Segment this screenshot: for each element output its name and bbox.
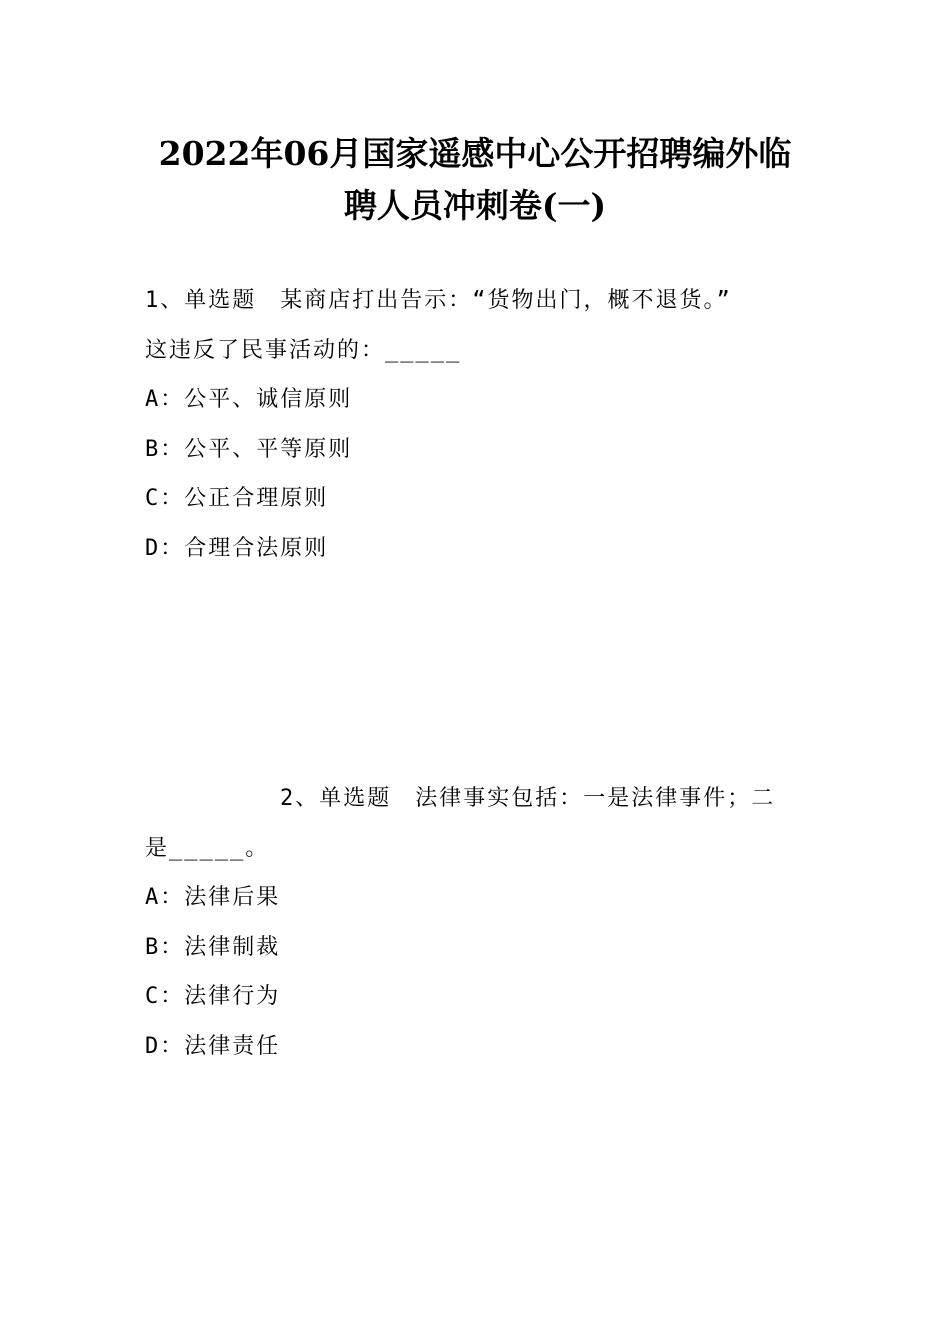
- question-2-option-a: A：法律后果: [145, 885, 281, 910]
- question-1-option-b: B：公平、平等原则: [145, 437, 353, 462]
- question-2-stem-line-2: 是_____。: [145, 836, 270, 861]
- question-2-stem-line-1: 2、单选题 法律事实包括：一是法律事件；二: [280, 786, 776, 811]
- document-title-line-1: 2022年06月国家遥感中心公开招聘编外临: [158, 134, 792, 173]
- question-2-option-b: B：法律制裁: [145, 935, 281, 960]
- question-1-option-c: C：公正合理原则: [145, 486, 329, 511]
- question-1-stem-line-2: 这违反了民事活动的：_____: [145, 338, 462, 363]
- question-1-stem-line-1: 1、单选题 某商店打出告示：“货物出门，概不退货。”: [145, 288, 732, 313]
- question-1-option-d: D：合理合法原则: [145, 536, 329, 561]
- question-1-option-a: A：公平、诚信原则: [145, 387, 353, 412]
- question-2-option-c: C：法律行为: [145, 984, 281, 1009]
- document-title-line-2: 聘人员冲刺卷(一): [343, 186, 607, 225]
- question-2-option-d: D：法律责任: [145, 1034, 281, 1059]
